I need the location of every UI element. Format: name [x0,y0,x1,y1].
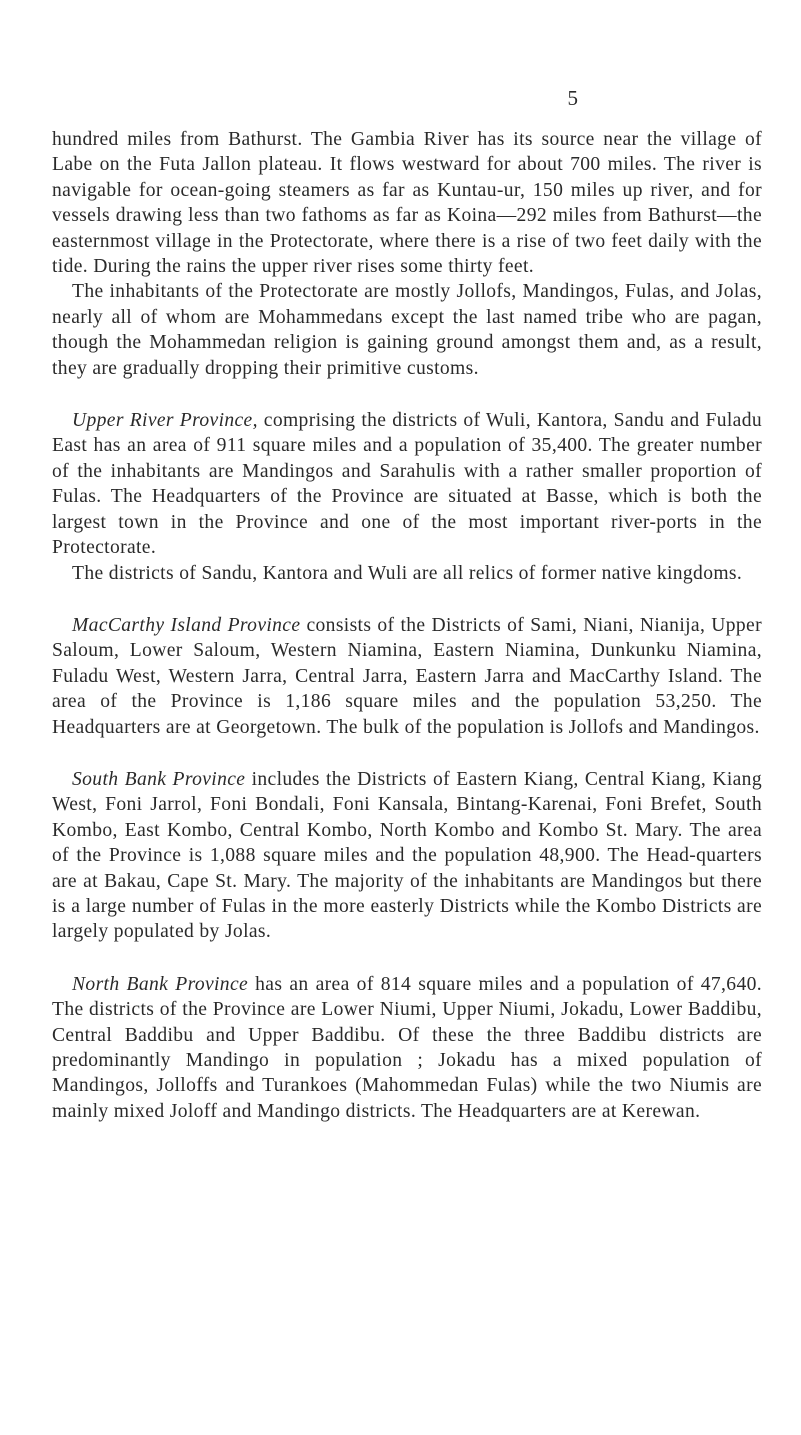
paragraph-text: comprising the districts of Wuli, Kantora, Sandu and Fuladu East has an area of 911 square miles and a population of 35,400. The greater number of the inhabitants are Mandingos and Sarahulis with a rather smaller proportion of Fulas. The Headquarters of the Province are situated at Basse, which is both the largest town in the Province and one of the most important river-ports in the Protectorate. [52,410,762,559]
paragraph-south-bank-province [52,767,762,945]
paragraph-text: hundred miles from Bathurst. The Gambia River has its source near the village of Labe on the Futa Jallon plateau. It flows westward for about 700 miles. The river is navigable for ocean-going steamers as far as Kuntau-ur, 150 miles up river, and for vessels drawing less than two fathoms as far as Koina—292 miles from Bathurst—the easternmost village in the Protectorate, where there is a rise of two feet daily with the tide. During the rains the upper river rises some thirty feet. [52,129,762,278]
page-number-text: 5 [567,86,578,110]
paragraph-river-source [52,127,762,279]
paragraph-inhabitants [52,279,762,381]
section-heading-north-bank: North Bank Province [72,973,249,995]
paragraph-upper-river-province [52,408,762,560]
page-number [0,86,801,111]
paragraph-text: consists of the Districts of Sami, Niani, Nianija, Upper Saloum, Lower Saloum, Western Niamina, Eastern Niamina, Dunkunku Niamina, Fuladu West, Western Jarra, Central Jarra, Eastern Jarra and MacCarthy Island. The area of the Province is 1,186 square miles and the population 53,250. The Headquarters are at Georgetown. The bulk of the population is Jollofs and Mandingos. [52,614,762,738]
paragraph-maccarthy-island-province [52,613,762,740]
paragraph-native-kingdoms [52,561,762,586]
paragraph-text: The districts of Sandu, Kantora and Wuli are all relics of former native kingdoms. [72,562,743,584]
paragraph-text: has an area of 814 square miles and a population of 47,640. The districts of the Province are Lower Niumi, Upper Niumi, Jokadu, Lower Baddibu, Central Baddibu and Upper Baddibu. Of these the three Baddibu districts are predominantly Mandingo in population ; Jokadu has a mixed population of Mandingos, Jolloffs and Turankoes (Mahommedan Fulas) while the two Niumis are mainly mixed Joloff and Mandingo districts. The Headquarters are at Kerewan. [52,973,762,1122]
section-heading-upper-river: Upper River Province, [72,410,258,432]
paragraph-text: includes the Districts of Eastern Kiang, Central Kiang, Kiang West, Foni Jarrol, Foni Bondali, Foni Kansala, Bintang-Karenai, Foni Brefet, South Kombo, East Kombo, Central Kombo, North Kombo and Kombo St. Mary. The area of the Province is 1,088 square miles and the population 48,900. The Head-quarters are at Bakau, Cape St. Mary. The majority of the inhabitants are Mandingos but there is a large number of Fulas in the more easterly Districts while the Kombo Districts are largely populated by Jolas. [52,768,762,943]
section-heading-maccarthy-island: MacCarthy Island Province [72,614,301,636]
document-body [52,127,762,1124]
paragraph-north-bank-province [52,972,762,1124]
section-heading-south-bank: South Bank Province [72,768,246,790]
paragraph-text: The inhabitants of the Protectorate are mostly Jollofs, Mandingos, Fulas, and Jolas, nearly all of whom are Mohammedans except the last named tribe who are pagan, though the Mohammedan religion is gaining ground amongst them and, as a result, they are gradually dropping their primitive customs. [52,281,762,379]
